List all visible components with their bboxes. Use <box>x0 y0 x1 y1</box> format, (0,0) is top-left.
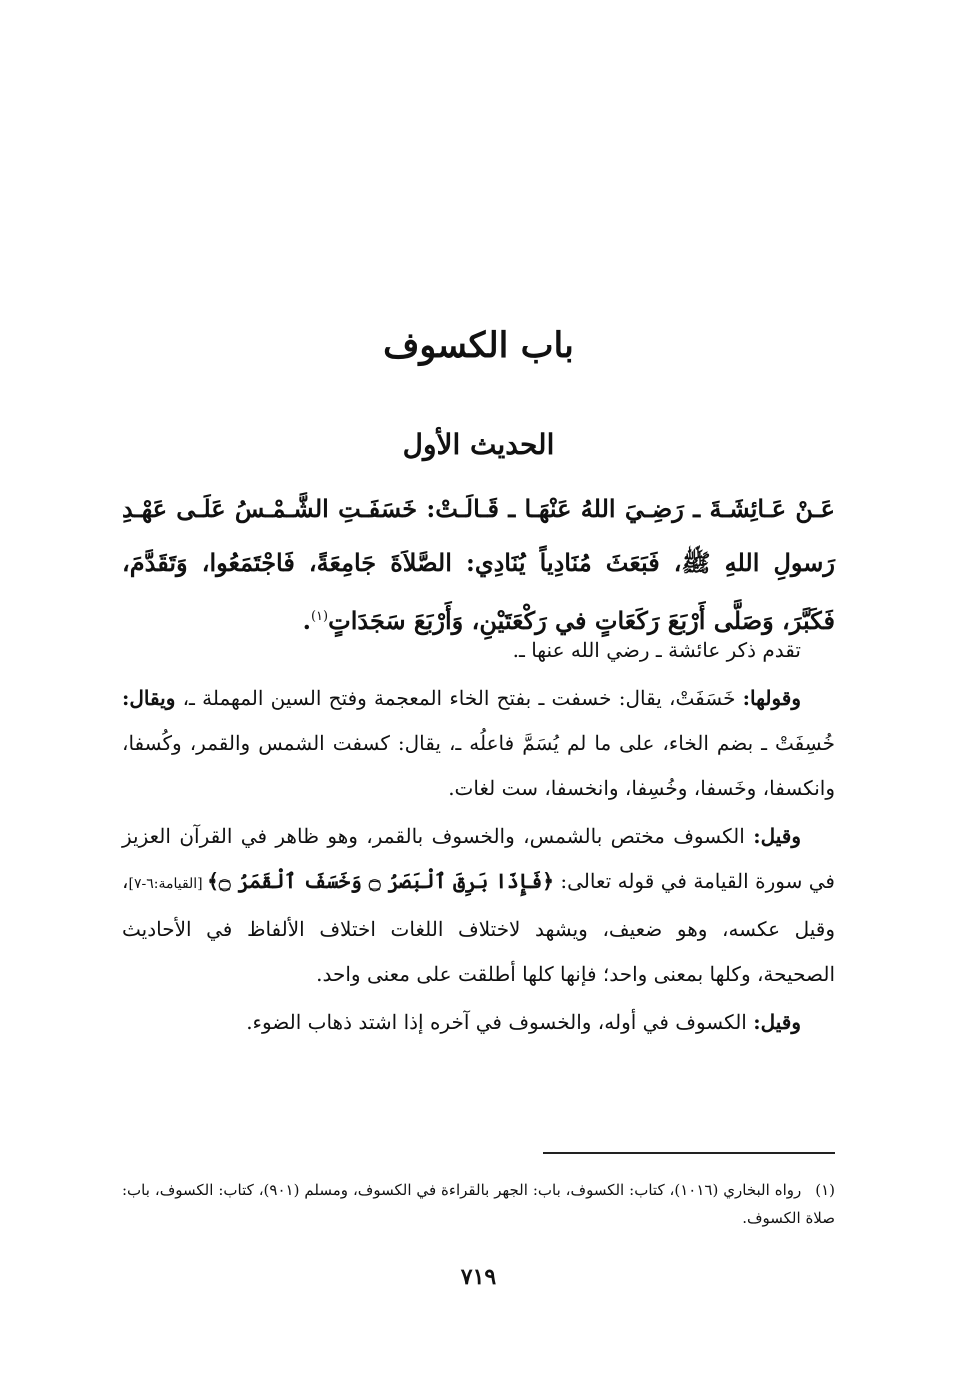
surah-reference: [القيامة:٦-٧] <box>128 876 208 892</box>
hadith-end-mark: . <box>302 606 311 635</box>
hadith-heading: الحديث الأول <box>402 428 555 461</box>
footnote-text: رواه البخاري (١٠١٦)، كتاب: الكسوف، باب: الجهر بالقراءة في الكسوف، ومسلم (٩٠١)، كتاب: الكسوف، باب: صلاة الكسوف. <box>122 1181 835 1227</box>
keyword: وقيل: <box>753 1010 801 1034</box>
commentary-paragraph-alternative <box>122 1000 835 1045</box>
paragraph-text: خَسَفَتْ، يقال: خسفت ـ بفتح الخاء المعجمة وفتح السين المهملة ـ، <box>175 686 743 710</box>
paragraph-text: ، وقيل عكسه، وهو ضعيف، ويشهد لاختلاف اللغات اختلاف الألفاظ في الأحاديث الصحيحة، وكلها بمعنى واحد؛ فإنها كلها أطلقت على معنى واحد. <box>122 869 835 986</box>
document-page <box>122 0 835 1379</box>
footnote <box>122 1176 835 1232</box>
keyword: ويقال: <box>122 686 176 710</box>
paragraph-text: الكسوف في أوله، والخسوف في آخره إذا اشتد ذهاب الضوء. <box>246 1010 754 1034</box>
paragraph-text: خُسِفَتْ ـ بضم الخاء، على ما لم يُسَمَّ فاعلُه ـ، يقال: كسفت الشمس والقمر، وكُسفا، وانكسفا، وخَسفا، وخُسِفا، وانخسفا، ست لغات. <box>122 731 835 800</box>
keyword: وقيل: <box>753 824 801 848</box>
footnote-number: (١) <box>815 1181 836 1199</box>
footnote-divider <box>543 1152 835 1154</box>
chapter-title: باب الكسوف <box>383 325 574 366</box>
commentary-paragraph-khasafat <box>122 676 835 811</box>
quran-verse: ﴿فَإِذَا بَرِقَ ٱلْبَصَرُ ۝ وَخَسَفَ ٱلْقَمَرُ ۝﴾ <box>207 869 554 893</box>
commentary <box>122 628 835 1048</box>
narrator-note: تقدم ذكر عائشة ـ رضي الله عنها ـ. <box>512 638 801 662</box>
hadith-text <box>122 482 835 648</box>
keyword: وقولها: <box>742 686 801 710</box>
commentary-paragraph-kusuf-khusuf <box>122 814 835 997</box>
hadith-body: عَـنْ عَـائِشَـةَ ـ رَضِـيَ اللهُ عَنْهَـا ـ قَـالَـتْ: خَسَفَـتِ الشَّـمْـسُ عَلَـى عَهْـدِ رَسولِ اللهِ ﷺ، فَبَعَثَ مُنَادِياً يُنَادِي: الصَّلاَةَ جَامِعَةً، فَاجْتَمَعُوا، وَتَقَدَّمَ، فَكَبَّرَ، وَصَلَّى أَرْبَعَ رَكَعَاتٍ في رَكْعَتَيْنِ، وَأَرْبَعَ سَجَدَاتٍ <box>122 494 835 635</box>
footnote-reference[interactable]: (١) <box>310 609 329 624</box>
paragraph-text: الكسوف مختص بالشمس، والخسوف بالقمر، وهو ظاهر في القرآن العزيز في سورة القيامة في قوله تعالى: <box>122 824 835 893</box>
footnote-entry <box>122 1176 835 1232</box>
page-number: ٧١٩ <box>460 1264 497 1290</box>
commentary-paragraph-narrator <box>122 628 835 673</box>
